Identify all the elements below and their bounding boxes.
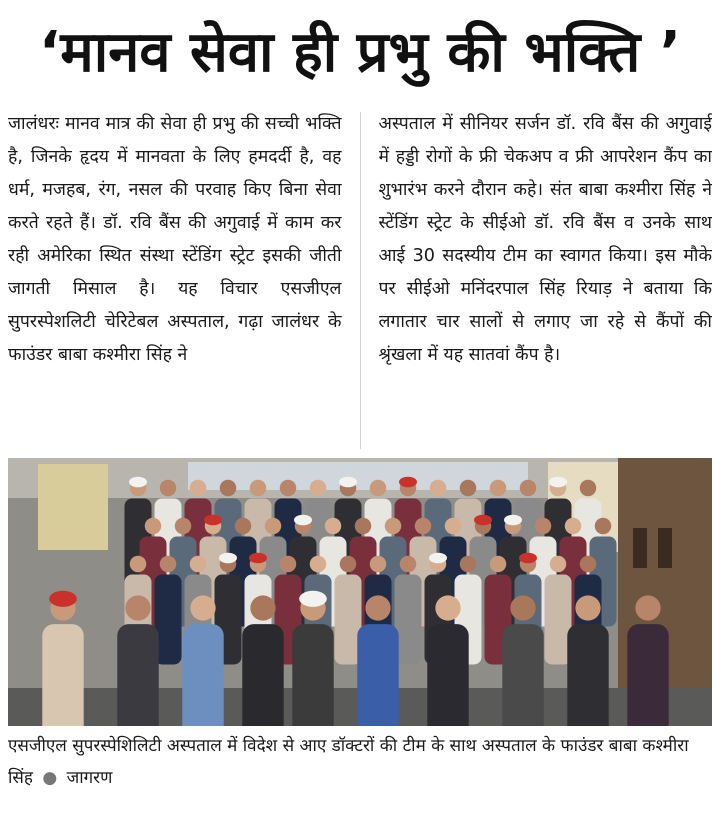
person-head (490, 556, 507, 573)
person-head (310, 556, 327, 573)
caption-text: एसजीएल सुपरस्पेशिलिटी अस्पताल में विदेश से आए डॉक्टरों की टीम के साथ अस्पताल के फाउंडर बाबा कश्मीरा सिंह (8, 736, 689, 788)
person-head (190, 556, 207, 573)
person-head (580, 480, 597, 497)
turban (299, 591, 327, 607)
person-head (550, 556, 567, 573)
person-head (415, 518, 432, 535)
turban (399, 477, 417, 488)
person-figure (567, 624, 608, 726)
person-head (310, 480, 327, 497)
photo-caption (8, 730, 712, 800)
article-body (8, 108, 712, 453)
person-head (580, 556, 597, 573)
person-head (220, 480, 237, 497)
person-head (595, 518, 612, 535)
person-head (535, 518, 552, 535)
group-photo-illustration (8, 458, 712, 726)
person-figure (292, 624, 333, 726)
person-head (635, 595, 660, 620)
person-head (265, 518, 282, 535)
article-column-left: जालंधरः मानव मात्र की सेवा ही प्रभु की सच्ची भक्ति है, जिनके हृदय में मानवता के लिए हमदर्दी है, वह धर्म, मजहब, रंग, नसल की परवाह किए बिना सेवा करते रहते हैं। डॉ. रवि बैंस की अगुवाई में काम कर रही अमेरिका स्थित संस्था स्टेंडिंग स्ट्रेट इसकी जीती जागती मिसाल है। यह विचार एसजीएल सुपरस्पेशलिटी चेरिटेबल अस्पताल, गढ़ा जालंधर के फाउंडर बाबा कश्मीरा सिंह ने (8, 114, 342, 365)
bullet-dot-icon: ● (42, 768, 58, 788)
person-head (280, 556, 297, 573)
turban (429, 553, 447, 564)
person-head (340, 556, 357, 573)
person-head (250, 480, 267, 497)
person-head (520, 480, 537, 497)
column-divider (360, 112, 361, 449)
person-head (190, 595, 215, 620)
person-head (175, 518, 192, 535)
turban (474, 515, 492, 526)
person-head (145, 518, 162, 535)
turban (49, 591, 77, 607)
person-head (565, 518, 582, 535)
person-head (370, 480, 387, 497)
headline: ‘मानव सेवा ही प्रभु की भक्ति ’ (38, 20, 682, 85)
person-figure (502, 624, 543, 726)
person-head (365, 595, 390, 620)
person-figure (117, 624, 158, 726)
person-head (235, 518, 252, 535)
person-figure (427, 624, 468, 726)
person-head (460, 556, 477, 573)
person-figure (42, 624, 83, 726)
person-head (575, 595, 600, 620)
person-head (160, 480, 177, 497)
turban (219, 553, 237, 564)
turban (249, 553, 267, 564)
person-head (280, 480, 297, 497)
turban (549, 477, 567, 488)
person-head (160, 556, 177, 573)
person-head (445, 518, 462, 535)
person-figure (242, 624, 283, 726)
person-head (430, 480, 447, 497)
person-head (325, 518, 342, 535)
person-figure (357, 624, 398, 726)
turban (339, 477, 357, 488)
person-head (510, 595, 535, 620)
person-head (130, 556, 147, 573)
person-head (435, 595, 460, 620)
person-head (370, 556, 387, 573)
person-figure (627, 624, 668, 726)
person-head (125, 595, 150, 620)
person-head (190, 480, 207, 497)
person-figure (182, 624, 223, 726)
person-head (385, 518, 402, 535)
person-head (490, 480, 507, 497)
turban (519, 553, 537, 564)
turban (294, 515, 312, 526)
person-head (460, 480, 477, 497)
person-head (355, 518, 372, 535)
turban (129, 477, 147, 488)
caption-source: जागरण (66, 768, 113, 788)
turban (204, 515, 222, 526)
person-head (250, 595, 275, 620)
person-head (400, 556, 417, 573)
turban (504, 515, 522, 526)
article-column-right: अस्पताल में सीनियर सर्जन डॉ. रवि बैंस की अगुवाई में हड्डी रोगों के फ्री चेकअप व फ्री आपरेशन कैंप का शुभारंभ करने दौरान कहे। संत बाबा कश्मीरा सिंह ने स्टेंडिंग स्ट्रेट के सीईओ डॉ. रवि बैंस व उनके साथ आई 30 सदस्यीय टीम का स्वागत किया। इस मौके पर सीईओ मनिंदरपाल सिंह रियाड़ ने बताया कि लगातार चार सालों से लगाए जा रहे से कैंपों की श्रृंखला में यह सातवां कैंप है। (378, 114, 712, 365)
group-photo (8, 458, 712, 726)
